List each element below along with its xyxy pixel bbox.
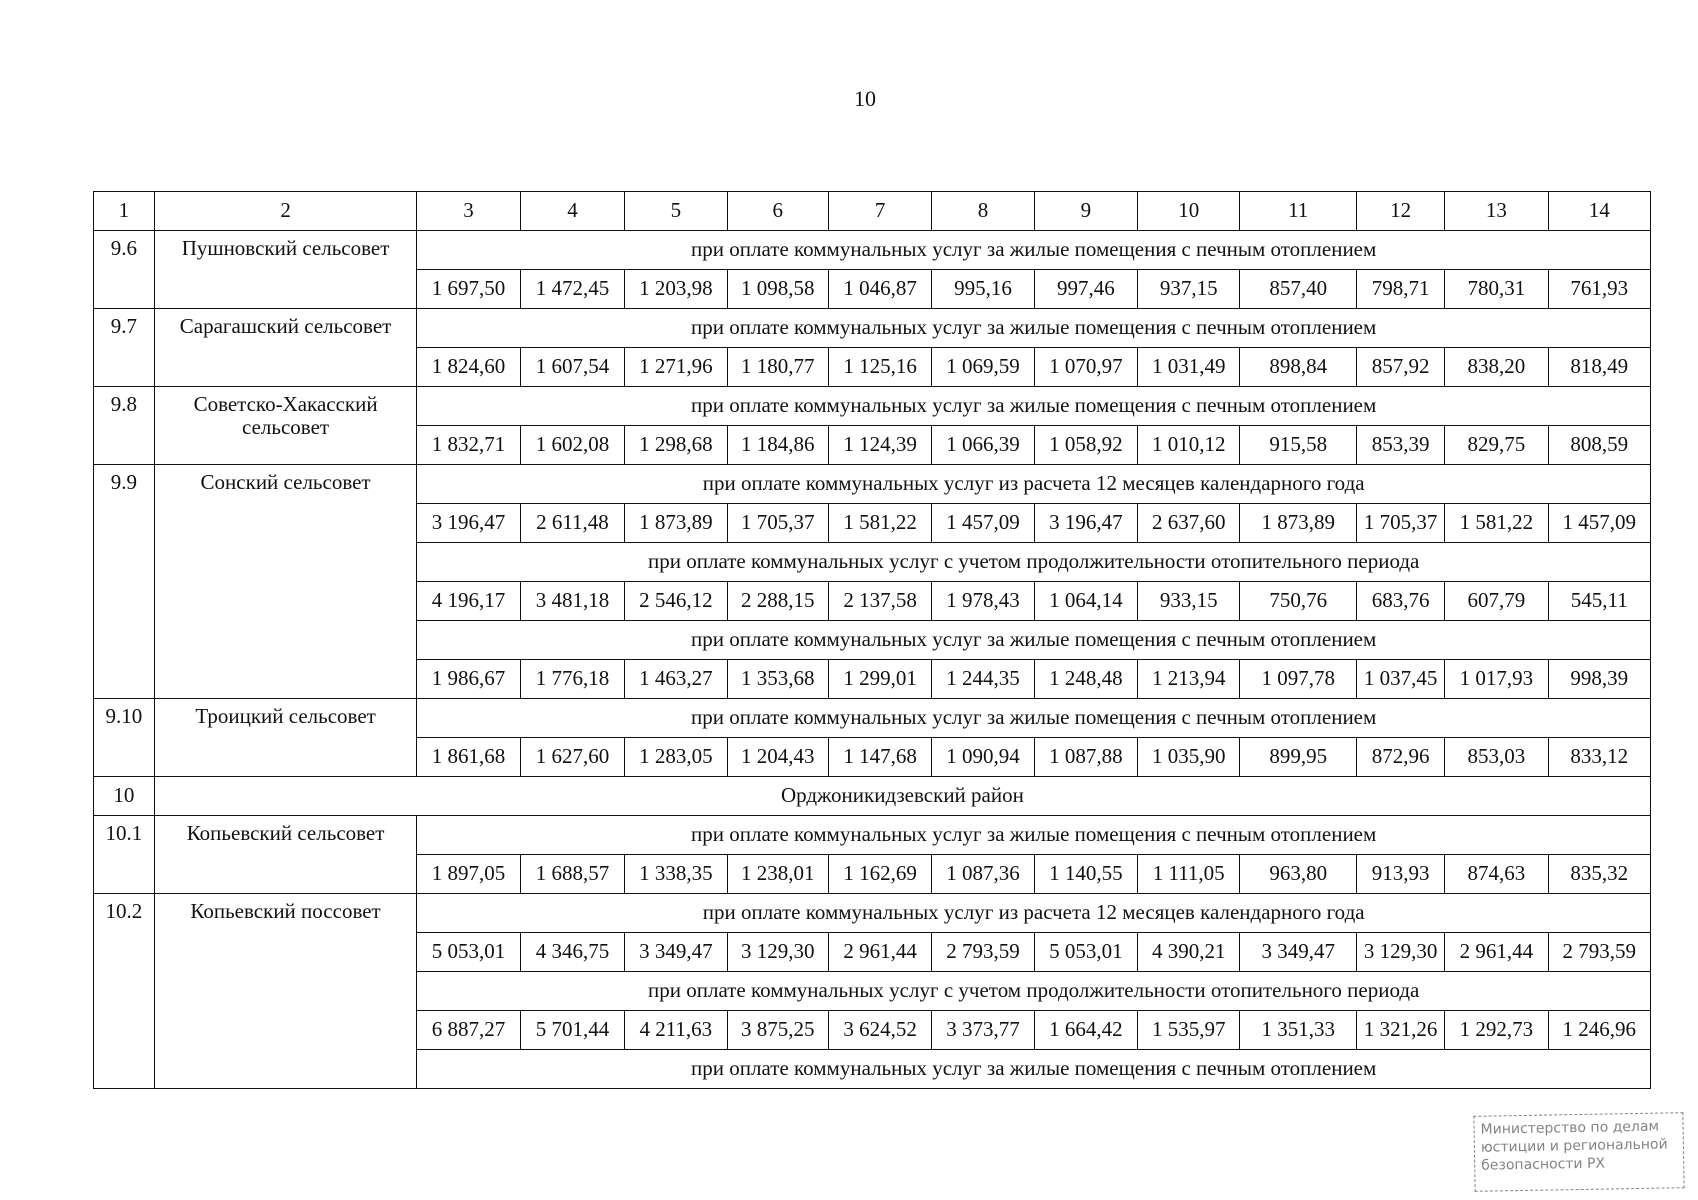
value-cell: 3 349,47 — [1240, 933, 1357, 972]
section-heading-row — [94, 816, 1651, 855]
column-header: 3 — [417, 192, 520, 231]
value-cell: 808,59 — [1548, 426, 1650, 465]
value-cell: 1 978,43 — [932, 582, 1034, 621]
column-header: 6 — [727, 192, 828, 231]
value-cell: 1 688,57 — [520, 855, 624, 894]
value-cell: 3 196,47 — [417, 504, 520, 543]
value-cell: 1 087,36 — [932, 855, 1034, 894]
section-heading: при оплате коммунальных услуг за жилые помещения с печным отоплением — [417, 699, 1651, 738]
value-cell: 833,12 — [1548, 738, 1650, 777]
section-heading: при оплате коммунальных услуг с учетом продолжительности отопительного периода — [417, 972, 1651, 1011]
value-cell: 2 637,60 — [1138, 504, 1240, 543]
value-cell: 3 349,47 — [625, 933, 727, 972]
column-header: 7 — [828, 192, 931, 231]
value-cell: 829,75 — [1445, 426, 1548, 465]
district-name: Орджоникидзевский район — [154, 777, 1650, 816]
value-cell: 3 129,30 — [1356, 933, 1444, 972]
value-cell: 2 611,48 — [520, 504, 624, 543]
value-cell: 1 090,94 — [932, 738, 1034, 777]
value-cell: 761,93 — [1548, 270, 1650, 309]
value-cell: 4 211,63 — [625, 1011, 727, 1050]
value-cell: 1 246,96 — [1548, 1011, 1650, 1050]
value-cell: 1 457,09 — [932, 504, 1034, 543]
value-cell: 3 373,77 — [932, 1011, 1034, 1050]
value-cell: 2 793,59 — [1548, 933, 1650, 972]
value-cell: 998,39 — [1548, 660, 1650, 699]
column-header: 8 — [932, 192, 1034, 231]
column-header: 11 — [1240, 192, 1357, 231]
value-cell: 872,96 — [1356, 738, 1444, 777]
value-cell: 1 125,16 — [828, 348, 931, 387]
stamp-line: безопасности РХ — [1481, 1155, 1606, 1174]
value-cell: 3 624,52 — [828, 1011, 931, 1050]
value-cell: 818,49 — [1548, 348, 1650, 387]
section-heading-row — [94, 894, 1651, 933]
column-header: 14 — [1548, 192, 1650, 231]
column-header: 1 — [94, 192, 155, 231]
value-cell: 5 701,44 — [520, 1011, 624, 1050]
value-cell: 1 124,39 — [828, 426, 931, 465]
section-heading: при оплате коммунальных услуг за жилые помещения с печным отоплением — [417, 816, 1651, 855]
value-cell: 5 053,01 — [1034, 933, 1137, 972]
section-heading-row — [94, 465, 1651, 504]
section-heading-row — [94, 231, 1651, 270]
value-cell: 838,20 — [1445, 348, 1548, 387]
value-cell: 857,92 — [1356, 348, 1444, 387]
section-heading: при оплате коммунальных услуг за жилые помещения с печным отоплением — [417, 231, 1651, 270]
value-cell: 4 390,21 — [1138, 933, 1240, 972]
entity-name: Троицкий сельсовет — [154, 699, 417, 777]
section-heading: при оплате коммунальных услуг за жилые помещения с печным отоплением — [417, 621, 1651, 660]
value-cell: 1 066,39 — [932, 426, 1034, 465]
value-cell: 2 961,44 — [828, 933, 931, 972]
entity-name: Копьевский сельсовет — [154, 816, 417, 894]
value-cell: 997,46 — [1034, 270, 1137, 309]
value-cell: 607,79 — [1445, 582, 1548, 621]
value-cell: 5 053,01 — [417, 933, 520, 972]
value-cell: 1 338,35 — [625, 855, 727, 894]
value-cell: 1 299,01 — [828, 660, 931, 699]
value-cell: 874,63 — [1445, 855, 1548, 894]
value-cell: 1 162,69 — [828, 855, 931, 894]
value-cell: 2 793,59 — [932, 933, 1034, 972]
value-cell: 1 581,22 — [1445, 504, 1548, 543]
entity-number: 9.6 — [94, 231, 155, 309]
value-cell: 1 180,77 — [727, 348, 828, 387]
entity-name: Сонский сельсовет — [154, 465, 417, 699]
entity-number: 9.9 — [94, 465, 155, 699]
value-cell: 1 069,59 — [932, 348, 1034, 387]
section-heading: при оплате коммунальных услуг за жилые помещения с печным отоплением — [417, 1050, 1651, 1089]
value-cell: 1 087,88 — [1034, 738, 1137, 777]
value-cell: 1 292,73 — [1445, 1011, 1548, 1050]
value-cell: 1 873,89 — [625, 504, 727, 543]
section-heading-row — [94, 309, 1651, 348]
entity-name: Пушновский сельсовет — [154, 231, 417, 309]
value-cell: 1 271,96 — [625, 348, 727, 387]
value-cell: 1 664,42 — [1034, 1011, 1137, 1050]
district-row — [94, 777, 1651, 816]
value-cell: 1 705,37 — [727, 504, 828, 543]
value-cell: 3 196,47 — [1034, 504, 1137, 543]
value-cell: 798,71 — [1356, 270, 1444, 309]
column-header: 2 — [154, 192, 417, 231]
value-cell: 1 321,26 — [1356, 1011, 1444, 1050]
value-cell: 1 535,97 — [1138, 1011, 1240, 1050]
value-cell: 1 070,97 — [1034, 348, 1137, 387]
entity-number: 9.8 — [94, 387, 155, 465]
value-cell: 853,39 — [1356, 426, 1444, 465]
value-cell: 1 097,78 — [1240, 660, 1357, 699]
value-cell: 1 986,67 — [417, 660, 520, 699]
value-cell: 1 147,68 — [828, 738, 931, 777]
entity-name: Копьевский поссовет — [154, 894, 417, 1089]
value-cell: 1 203,98 — [625, 270, 727, 309]
value-cell: 899,95 — [1240, 738, 1357, 777]
value-cell: 1 111,05 — [1138, 855, 1240, 894]
value-cell: 4 196,17 — [417, 582, 520, 621]
value-cell: 3 875,25 — [727, 1011, 828, 1050]
column-header-row — [94, 192, 1651, 231]
value-cell: 1 035,90 — [1138, 738, 1240, 777]
page-number: 10 — [854, 86, 876, 111]
value-cell: 1 705,37 — [1356, 504, 1444, 543]
value-cell: 1 897,05 — [417, 855, 520, 894]
value-cell: 1 463,27 — [625, 660, 727, 699]
entity-number: 9.7 — [94, 309, 155, 387]
entity-name: Советско-Хакасский сельсовет — [154, 387, 417, 465]
column-header: 4 — [520, 192, 624, 231]
value-cell: 937,15 — [1138, 270, 1240, 309]
tariff-table — [93, 191, 1651, 1089]
value-cell: 780,31 — [1445, 270, 1548, 309]
value-cell: 1 353,68 — [727, 660, 828, 699]
value-cell: 1 607,54 — [520, 348, 624, 387]
value-cell: 2 288,15 — [727, 582, 828, 621]
stamp-line: Министерство по делам — [1480, 1118, 1660, 1138]
stamp-line: юстиции и региональной — [1480, 1136, 1668, 1156]
section-heading-row — [94, 699, 1651, 738]
value-cell: 1 776,18 — [520, 660, 624, 699]
value-cell: 1 832,71 — [417, 426, 520, 465]
value-cell: 1 283,05 — [625, 738, 727, 777]
value-cell: 1 824,60 — [417, 348, 520, 387]
value-cell: 1 248,48 — [1034, 660, 1137, 699]
value-cell: 1 140,55 — [1034, 855, 1137, 894]
value-cell: 898,84 — [1240, 348, 1357, 387]
value-cell: 1 581,22 — [828, 504, 931, 543]
value-cell: 1 873,89 — [1240, 504, 1357, 543]
section-heading-row — [94, 387, 1651, 426]
district-number: 10 — [94, 777, 155, 816]
value-cell: 1 627,60 — [520, 738, 624, 777]
section-heading: при оплате коммунальных услуг из расчета 12 месяцев календарного года — [417, 894, 1651, 933]
section-heading: при оплате коммунальных услуг за жилые помещения с печным отоплением — [417, 387, 1651, 426]
value-cell: 683,76 — [1356, 582, 1444, 621]
value-cell: 2 546,12 — [625, 582, 727, 621]
value-cell: 1 058,92 — [1034, 426, 1137, 465]
value-cell: 6 887,27 — [417, 1011, 520, 1050]
value-cell: 545,11 — [1548, 582, 1650, 621]
entity-number: 10.2 — [94, 894, 155, 1089]
value-cell: 2 961,44 — [1445, 933, 1548, 972]
section-heading: при оплате коммунальных услуг за жилые помещения с печным отоплением — [417, 309, 1651, 348]
column-header: 13 — [1445, 192, 1548, 231]
column-header: 9 — [1034, 192, 1137, 231]
entity-number: 9.10 — [94, 699, 155, 777]
value-cell: 995,16 — [932, 270, 1034, 309]
value-cell: 1 602,08 — [520, 426, 624, 465]
entity-number: 10.1 — [94, 816, 155, 894]
section-heading: при оплате коммунальных услуг из расчета 12 месяцев календарного года — [417, 465, 1651, 504]
value-cell: 913,93 — [1356, 855, 1444, 894]
value-cell: 933,15 — [1138, 582, 1240, 621]
value-cell: 853,03 — [1445, 738, 1548, 777]
section-heading: при оплате коммунальных услуг с учетом продолжительности отопительного периода — [417, 543, 1651, 582]
value-cell: 3 129,30 — [727, 933, 828, 972]
value-cell: 1 351,33 — [1240, 1011, 1357, 1050]
value-cell: 1 031,49 — [1138, 348, 1240, 387]
value-cell: 1 213,94 — [1138, 660, 1240, 699]
value-cell: 1 184,86 — [727, 426, 828, 465]
value-cell: 1 010,12 — [1138, 426, 1240, 465]
value-cell: 1 472,45 — [520, 270, 624, 309]
value-cell: 1 046,87 — [828, 270, 931, 309]
column-header: 10 — [1138, 192, 1240, 231]
value-cell: 1 861,68 — [417, 738, 520, 777]
value-cell: 857,40 — [1240, 270, 1357, 309]
value-cell: 963,80 — [1240, 855, 1357, 894]
value-cell: 1 064,14 — [1034, 582, 1137, 621]
value-cell: 1 017,93 — [1445, 660, 1548, 699]
entity-name: Сарагашский сельсовет — [154, 309, 417, 387]
value-cell: 1 298,68 — [625, 426, 727, 465]
value-cell: 3 481,18 — [520, 582, 624, 621]
value-cell: 1 238,01 — [727, 855, 828, 894]
column-header: 12 — [1356, 192, 1444, 231]
value-cell: 1 098,58 — [727, 270, 828, 309]
value-cell: 1 037,45 — [1356, 660, 1444, 699]
value-cell: 1 244,35 — [932, 660, 1034, 699]
value-cell: 2 137,58 — [828, 582, 931, 621]
value-cell: 1 204,43 — [727, 738, 828, 777]
value-cell: 835,32 — [1548, 855, 1650, 894]
value-cell: 1 457,09 — [1548, 504, 1650, 543]
ministry-stamp — [1473, 1112, 1684, 1192]
value-cell: 915,58 — [1240, 426, 1357, 465]
value-cell: 4 346,75 — [520, 933, 624, 972]
column-header: 5 — [625, 192, 727, 231]
value-cell: 750,76 — [1240, 582, 1357, 621]
value-cell: 1 697,50 — [417, 270, 520, 309]
